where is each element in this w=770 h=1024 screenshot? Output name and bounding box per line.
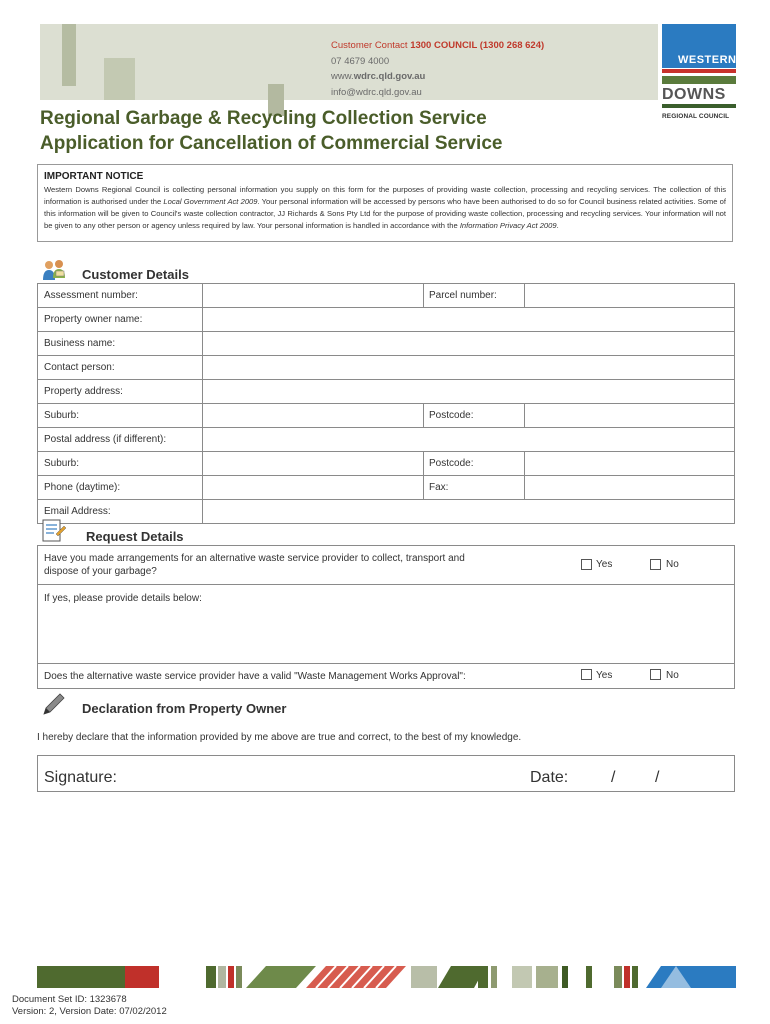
row-contact bbox=[38, 356, 734, 380]
question-line-1: Have you made arrangements for an alternative waste service provider to collect, transport and bbox=[44, 553, 465, 564]
web-domain: wdrc.qld.gov.au bbox=[353, 71, 426, 82]
logo-green-stripe bbox=[662, 76, 736, 84]
yes-checkbox[interactable] bbox=[581, 669, 592, 680]
row-suburb-1 bbox=[38, 404, 734, 428]
contact-block bbox=[331, 38, 544, 100]
council-logo bbox=[662, 24, 736, 124]
property-address-label: Property address: bbox=[44, 386, 123, 397]
request-details-table bbox=[37, 545, 735, 689]
no-checkbox[interactable] bbox=[650, 669, 661, 680]
row-phone bbox=[38, 476, 734, 500]
logo-red-stripe bbox=[662, 69, 736, 73]
row-owner bbox=[38, 308, 734, 332]
notice-heading: IMPORTANT NOTICE bbox=[44, 171, 144, 182]
phone-label: Phone (daytime): bbox=[44, 482, 121, 493]
divider bbox=[202, 500, 203, 523]
divider bbox=[202, 428, 203, 451]
notice-text bbox=[44, 184, 726, 232]
logo-text-regional-council: REGIONAL COUNCIL bbox=[662, 113, 730, 120]
declaration-heading: Declaration from Property Owner bbox=[82, 701, 287, 716]
header-decor-square bbox=[104, 58, 135, 100]
row-alternative-provider bbox=[38, 546, 734, 585]
declaration-text: I hereby declare that the information provided by me above are true and correct, to the best of my knowledge. bbox=[37, 732, 522, 743]
divider bbox=[524, 284, 525, 307]
divider bbox=[202, 452, 203, 475]
logo-text-western: WESTERN bbox=[678, 54, 737, 66]
row-details[interactable] bbox=[38, 585, 734, 664]
assessment-number-label: Assessment number: bbox=[44, 290, 138, 301]
yes-label: Yes bbox=[596, 670, 613, 681]
row-suburb-2 bbox=[38, 452, 734, 476]
important-notice bbox=[37, 164, 733, 242]
title-line-2: Application for Cancellation of Commercial Service bbox=[40, 133, 503, 154]
divider bbox=[423, 284, 424, 307]
request-details-heading: Request Details bbox=[86, 529, 184, 544]
notice-act-1: Local Government Act 2009 bbox=[163, 197, 258, 206]
pen-icon bbox=[40, 692, 68, 716]
notice-text-b: . Your personal information will be accessed by persons who have been authorised to do so for Council business related activities. Some of this information will be given to Council's waste collection contractor, JJ Richards & Sons Pty Ltd for the purpose of providing waste collection, processing and recycling services. Your information will not be given to any other person or agency unless required by law. Your personal information is handled in accordance with the bbox=[44, 197, 726, 230]
phone-number: 07 4679 4000 bbox=[331, 55, 390, 67]
document-version: Version: 2, Version Date: 07/02/2012 bbox=[12, 1006, 167, 1017]
property-owner-label: Property owner name: bbox=[44, 314, 143, 325]
divider bbox=[524, 404, 525, 427]
no-label: No bbox=[666, 559, 679, 570]
footer-red-bar bbox=[125, 966, 159, 988]
business-name-label: Business name: bbox=[44, 338, 116, 349]
document-set-id: Document Set ID: 1323678 bbox=[12, 994, 127, 1005]
divider bbox=[202, 404, 203, 427]
row-works-approval bbox=[38, 664, 734, 688]
email-address-label: Email Address: bbox=[44, 506, 111, 517]
notice-text-c: . bbox=[556, 221, 559, 230]
row-email bbox=[38, 500, 734, 523]
divider bbox=[423, 404, 424, 427]
footer-pattern bbox=[206, 966, 736, 988]
yes-label: Yes bbox=[596, 559, 613, 570]
footer-green-bar bbox=[37, 966, 125, 988]
divider bbox=[202, 476, 203, 499]
document-info bbox=[12, 994, 167, 1018]
no-checkbox[interactable] bbox=[650, 559, 661, 570]
date-separator: / bbox=[611, 769, 616, 786]
people-icon bbox=[40, 258, 68, 282]
row-business bbox=[38, 332, 734, 356]
contact-phone: 1300 COUNCIL (1300 268 624) bbox=[410, 40, 545, 51]
divider bbox=[202, 308, 203, 331]
works-approval-question: Does the alternative waste service provider have a valid "Waste Management Works Approval": bbox=[44, 671, 466, 682]
divider bbox=[202, 332, 203, 355]
website[interactable] bbox=[331, 69, 544, 85]
title-line-1: Regional Garbage & Recycling Collection Service bbox=[40, 108, 487, 129]
postal-address-label: Postal address (if different): bbox=[44, 434, 167, 445]
no-label: No bbox=[666, 670, 679, 681]
suburb-label: Suburb: bbox=[44, 410, 80, 421]
signature-label: Signature: bbox=[44, 769, 117, 786]
divider bbox=[423, 452, 424, 475]
divider bbox=[423, 476, 424, 499]
logo-blue-block bbox=[662, 24, 736, 68]
web-prefix: www. bbox=[331, 71, 354, 82]
date-separator: / bbox=[655, 769, 660, 786]
divider bbox=[202, 380, 203, 403]
yes-checkbox[interactable] bbox=[581, 559, 592, 570]
customer-details-table bbox=[37, 283, 735, 524]
notice-text-a: Western Downs Regional Council is collecting personal information you supply on this form for the purposes of providing waste collection, processing and recycling services. The collection of this information is authorised under the bbox=[44, 185, 726, 206]
notice-act-2: Information Privacy Act 2009 bbox=[459, 221, 557, 230]
logo-text-downs: DOWNS bbox=[662, 86, 726, 103]
header-decor-bar bbox=[62, 24, 76, 86]
alternative-provider-question bbox=[44, 552, 465, 578]
row-property-address bbox=[38, 380, 734, 404]
page-title bbox=[40, 106, 502, 156]
postcode-label: Postcode: bbox=[429, 410, 474, 421]
parcel-number-label: Parcel number: bbox=[429, 290, 497, 301]
divider bbox=[202, 356, 203, 379]
contact-prefix: Customer Contact bbox=[331, 40, 411, 51]
date-label: Date: bbox=[530, 769, 569, 786]
question-line-2: dispose of your garbage? bbox=[44, 566, 157, 577]
contact-phone-line bbox=[331, 38, 544, 54]
row-assessment bbox=[38, 284, 734, 308]
email-address[interactable]: info@wdrc.qld.gov.au bbox=[331, 86, 422, 98]
logo-downs-block bbox=[662, 86, 736, 104]
contact-person-label: Contact person: bbox=[44, 362, 115, 373]
customer-details-heading: Customer Details bbox=[82, 267, 189, 282]
suburb-label: Suburb: bbox=[44, 458, 80, 469]
divider bbox=[202, 284, 203, 307]
divider bbox=[524, 452, 525, 475]
postcode-label: Postcode: bbox=[429, 458, 474, 469]
details-label: If yes, please provide details below: bbox=[44, 593, 202, 604]
fax-label: Fax: bbox=[429, 482, 449, 493]
logo-dark-stripe bbox=[662, 104, 736, 108]
row-postal-address bbox=[38, 428, 734, 452]
signature-box[interactable] bbox=[37, 755, 735, 792]
divider bbox=[524, 476, 525, 499]
clipboard-icon bbox=[40, 518, 68, 542]
